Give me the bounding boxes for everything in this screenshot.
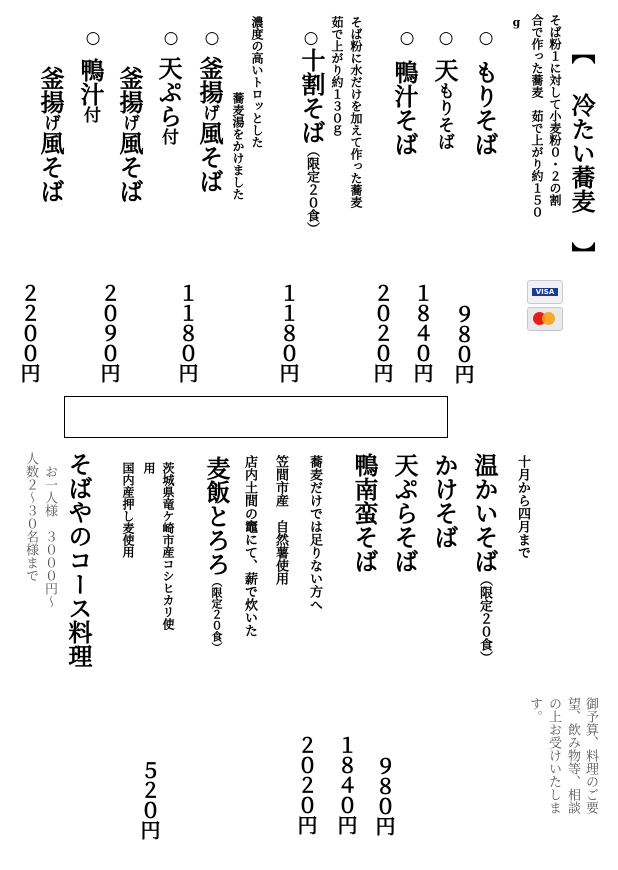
menu-item-name <box>470 453 499 664</box>
menu-item-name-text: 麦飯とろろ <box>202 456 231 576</box>
visa-card-icon <box>527 280 563 304</box>
menu-item-name: 天ぷらそば <box>390 453 419 573</box>
menu-item-name-text: 十割そば <box>297 48 326 144</box>
bullet: ○ <box>397 28 417 48</box>
menu-item-name: もりそば <box>470 60 499 156</box>
menu-item-limited-tag: （限定２０食） <box>304 144 319 235</box>
cold-note-line2: 合で作った蕎麦 茹で上がり約１５０ <box>530 14 544 218</box>
menu-item-name-rest: 風そば <box>36 131 65 203</box>
menu-item-name-rest: 風そば <box>195 121 224 193</box>
menu-item-price: ２０２０円 <box>370 283 394 383</box>
menu-item-price: １８４０円 <box>410 283 434 383</box>
menu-item-price: １８４０円 <box>334 735 358 835</box>
course-name: そばやのコース料理 <box>64 452 93 668</box>
consult-line1: 御予算、料理のご要 <box>583 697 598 814</box>
consult-line4: す。 <box>527 697 542 723</box>
menu-item-price: ２２００円 <box>17 283 41 383</box>
menu-item-limited-tag: （限定２０食） <box>210 576 223 653</box>
menu-item-limited-tag: （限定２０食） <box>477 573 492 664</box>
menu-item-name <box>430 58 459 150</box>
menu-item-price: ２０９０円 <box>97 283 121 383</box>
extra-note-line4-tail: 用 <box>142 462 156 474</box>
warm-season: 十月から四月まで <box>515 455 530 559</box>
menu-item-note-line1: 濃度の高いトロッとした <box>250 16 264 148</box>
menu-item-name-rest: 風そば <box>115 131 144 203</box>
bullet: ○ <box>161 28 181 48</box>
menu-item-name-2 <box>115 66 144 203</box>
menu-item-price: ９８０円 <box>372 756 396 836</box>
menu-item-name: 鴨南蛮そば <box>350 453 379 573</box>
menu-item-name <box>154 56 183 145</box>
menu-item-name-text: 天ぷら <box>154 56 183 128</box>
menu-item-note-line2: 蕎麦湯をかけました <box>231 92 245 200</box>
menu-item-name-big: 釜揚 <box>115 66 144 114</box>
bullet: ○ <box>83 28 103 48</box>
visa-label: VISA <box>532 288 558 296</box>
menu-item-price: １１８０円 <box>175 283 199 383</box>
cold-note-line1: そば粉１に対して小麦粉０・２の割 <box>548 14 562 206</box>
extra-note-line5: 国内産押し麦使用 <box>121 462 135 558</box>
menu-item-name <box>76 58 105 123</box>
menu-item-note-line2: 茹で上がり約１３０ｇ <box>330 16 344 136</box>
menu-item-name <box>195 56 224 193</box>
cold-heading: 【 冷たい蕎麦 】 <box>567 40 596 266</box>
bullet: ○ <box>202 28 222 48</box>
menu-item-name-text: 温かいそば <box>470 453 499 573</box>
extra-note-line1: 蕎麦だけでは足りない方へ <box>307 455 322 611</box>
course-price-line: お一人様 ３０００円～ <box>42 465 57 608</box>
menu-item-name-text: 鴨汁 <box>76 58 105 106</box>
menu-item-name <box>202 456 231 653</box>
mastercard-icon <box>527 307 563 331</box>
menu-item-name-small: もりそば <box>434 82 454 150</box>
menu-item-name-small: げ <box>40 114 60 131</box>
menu-item-note-line1: そば粉に水だけを加えて作った蕎麦 <box>349 16 363 208</box>
bullet: ○ <box>436 28 456 48</box>
menu-item-name <box>297 28 326 235</box>
menu-item-suffix: 付 <box>80 106 100 123</box>
menu-item-price: ５２０円 <box>137 760 161 840</box>
consult-line2: 望、飲み物等、相談 <box>565 697 580 814</box>
menu-item-name-small: げ <box>199 104 219 121</box>
menu-item-name-big: 天 <box>430 58 459 82</box>
consult-line3: の上お受けいたしま <box>546 697 561 814</box>
extra-note-line4: 茨城県竜ケ崎市産コシヒカリ使 <box>161 462 175 630</box>
menu-item-name-small: げ <box>119 114 139 131</box>
menu-item-name: 鴨汁そば <box>390 60 419 156</box>
bullet: ○ <box>301 28 321 48</box>
extra-note-line2: 笠間市産 自然薯使用 <box>273 455 288 585</box>
menu-item-suffix: 付 <box>158 128 178 145</box>
menu-item-price: ２０２０円 <box>294 735 318 835</box>
menu-item-name-big: 釜揚 <box>36 66 65 114</box>
menu-item-name-2 <box>36 66 65 203</box>
cold-note-line2-tail: g <box>510 16 523 29</box>
blank-frame <box>64 396 448 438</box>
menu-item-price: ９８０円 <box>451 304 475 384</box>
course-people-line: 人数２～３０名様まで <box>23 452 38 582</box>
menu-item-name: かけそば <box>430 453 459 549</box>
bullet: ○ <box>476 28 496 48</box>
menu-item-price: １１８０円 <box>276 283 300 383</box>
menu-item-name-big: 釜揚 <box>195 56 224 104</box>
extra-note-line3: 店内土間の竈にて、薪で炊いた <box>242 455 257 637</box>
